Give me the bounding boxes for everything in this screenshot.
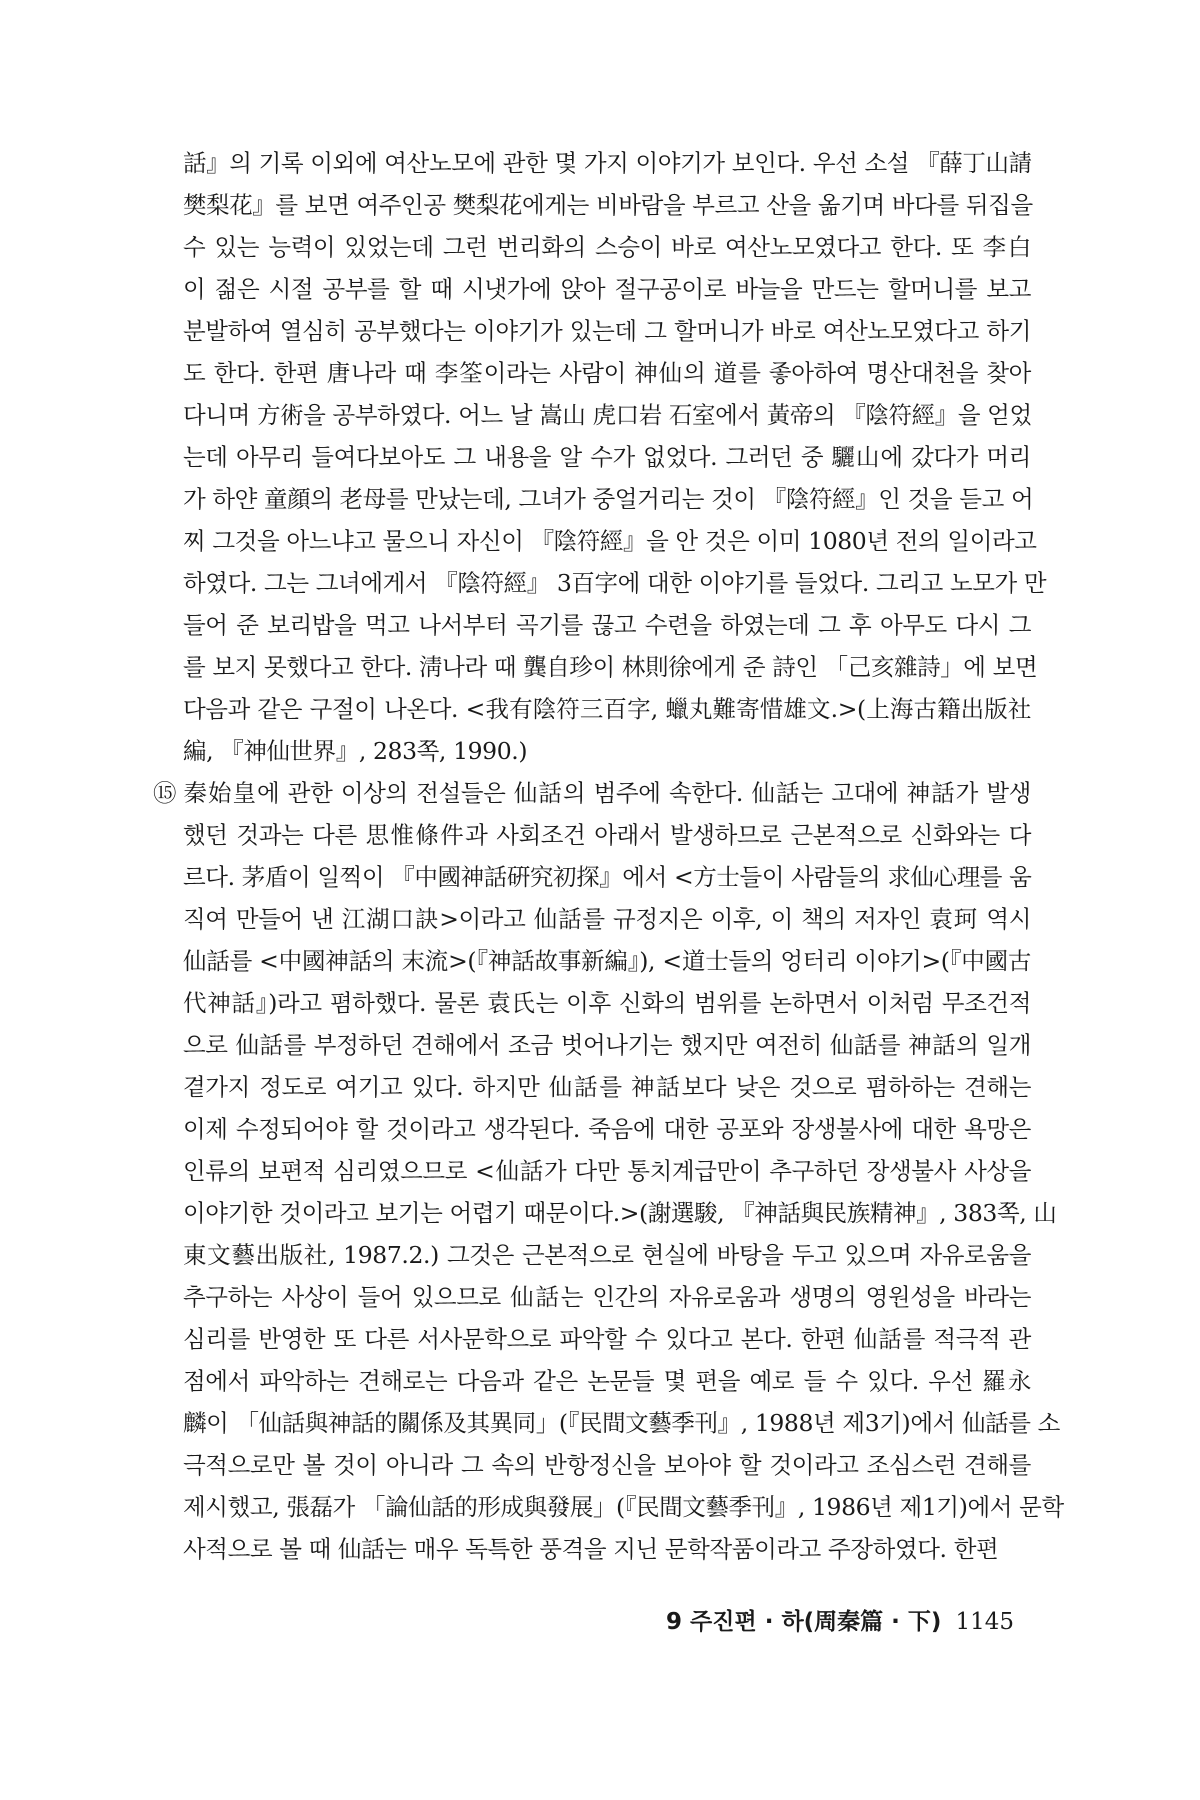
text-line: 인류의 보편적 심리였으므로 <仙話가 다만 통치계급만이 추구하던 장생불사 사상을 [183,1157,1031,1185]
text-line: 찌 그것을 아느냐고 물으니 자신이 『陰符經』을 안 것은 이미 1080년 전의 일이라고 [183,527,1037,555]
text-line [153,772,1031,814]
footnote-number: ⑮ [153,779,178,807]
text-line: 했던 것과는 다른 思惟條件과 사회조건 아래서 발생하므로 근본적으로 신화와는 다 [183,821,1031,849]
text-line: 는데 아무리 들여다보아도 그 내용을 알 수가 없었다. 그러던 중 驪山에 갔다가 머리 [183,443,1031,471]
text-line-content: 秦始皇에 관한 이상의 전설들은 仙話의 범주에 속한다. 仙話는 고대에 神話가 발생 [183,779,1031,807]
text-line: 話』의 기록 이외에 여산노모에 관한 몇 가지 이야기가 보인다. 우선 소설 『薛丁山請 [183,149,1032,177]
chapter-title: 9 주진편 · 하(周秦篇 · 下) [666,1609,942,1635]
text-line: 代神話』)라고 폄하했다. 물론 袁氏는 이후 신화의 범위를 논하면서 이처럼 무조건적 [183,989,1031,1017]
text-line: 이 젊은 시절 공부를 할 때 시냇가에 앉아 절구공이로 바늘을 만드는 할머니를 보고 [183,275,1031,303]
footnote-15 [153,772,1064,1570]
text-line: 곁가지 정도로 여기고 있다. 하지만 仙話를 神話보다 낮은 것으로 폄하하는 견해는 [183,1073,1031,1101]
text-line: 하였다. 그는 그녀에게서 『陰符經』 3百字에 대한 이야기를 들었다. 그리고 노모가 만 [183,569,1047,597]
text-line: 들어 준 보리밥을 먹고 나서부터 곡기를 끊고 수련을 하였는데 그 후 아무도 다시 그 [183,611,1031,639]
text-line: 麟이 「仙話與神話的關係及其異同」(『民間文藝季刊』, 1988년 제3기)에서 仙話를 소 [183,1409,1060,1437]
text-line: 제시했고, 張磊가 「論仙話的形成與發展」(『民間文藝季刊』, 1986년 제1기)에서 문학 [183,1493,1064,1521]
page-footer [666,1603,1014,1636]
text-line: 가 하얀 童顔의 老母를 만났는데, 그녀가 중얼거리는 것이 『陰符經』인 것을 듣고 어 [183,485,1034,513]
text-line: 수 있는 능력이 있었는데 그런 번리화의 스승이 바로 여산노모였다고 한다. 또 李白 [183,233,1031,261]
text-line: 樊梨花』를 보면 여주인공 樊梨花에게는 비바람을 부르고 산을 옮기며 바다를 뒤집을 [183,191,1033,219]
body-text [153,142,1064,1570]
text-line: 심리를 반영한 또 다른 서사문학으로 파악할 수 있다고 본다. 한편 仙話를 적극적 관 [183,1325,1031,1353]
text-line: 다니며 方術을 공부하였다. 어느 날 嵩山 虎口岩 石室에서 黃帝의 『陰符經』을 얻었 [183,401,1032,429]
text-line: 사적으로 볼 때 仙話는 매우 독특한 풍격을 지닌 문학작품이라고 주장하였다. 한편 [183,1535,999,1563]
text-line: 추구하는 사상이 들어 있으므로 仙話는 인간의 자유로움과 생명의 영원성을 바라는 [183,1283,1031,1311]
text-line: 분발하여 열심히 공부했다는 이야기가 있는데 그 할머니가 바로 여산노모였다고 하기 [183,317,1031,345]
text-line: 이야기한 것이라고 보기는 어렵기 때문이다.>(謝選駿, 『神話與民族精神』, 383쪽, 山 [183,1199,1057,1227]
footnote-paragraph-continued [183,142,1047,772]
text-line: 르다. 茅盾이 일찍이 『中國神話硏究初探』에서 <方士들이 사람들의 求仙心理를 움 [183,863,1032,891]
text-line: 도 한다. 한편 唐나라 때 李筌이라는 사람이 神仙의 道를 좋아하여 명산대천을 찾아 [183,359,1031,387]
text-line: 으로 仙話를 부정하던 견해에서 조금 벗어나기는 했지만 여전히 仙話를 神話의 일개 [183,1031,1031,1059]
text-line: 극적으로만 볼 것이 아니라 그 속의 반항정신을 보아야 할 것이라고 조심스런 견해를 [183,1451,1031,1479]
text-line: 다음과 같은 구절이 나온다. <我有陰符三百字, 蠟丸難寄惜雄文.>(上海古籍出版社 [183,695,1031,723]
text-line: 編, 『神仙世界』, 283쪽, 1990.) [183,737,528,765]
text-line: 仙話를 <中國神話의 末流>(『神話故事新編』), <道士들의 엉터리 이야기>(『中國古 [183,947,1031,975]
text-line: 를 보지 못했다고 한다. 淸나라 때 龔自珍이 林則徐에게 준 詩인 「己亥雜詩」에 보면 [183,653,1038,681]
text-line: 東文藝出版社, 1987.2.) 그것은 근본적으로 현실에 바탕을 두고 있으며 자유로움을 [183,1241,1031,1269]
text-line: 점에서 파악하는 견해로는 다음과 같은 논문들 몇 편을 예로 들 수 있다. 우선 羅永 [183,1367,1031,1395]
text-line: 이제 수정되어야 할 것이라고 생각된다. 죽음에 대한 공포와 장생불사에 대한 욕망은 [183,1115,1031,1143]
text-line: 직여 만들어 낸 江湖口訣>이라고 仙話를 규정지은 이후, 이 책의 저자인 袁珂 역시 [183,905,1031,933]
page-number: 1145 [955,1609,1014,1635]
